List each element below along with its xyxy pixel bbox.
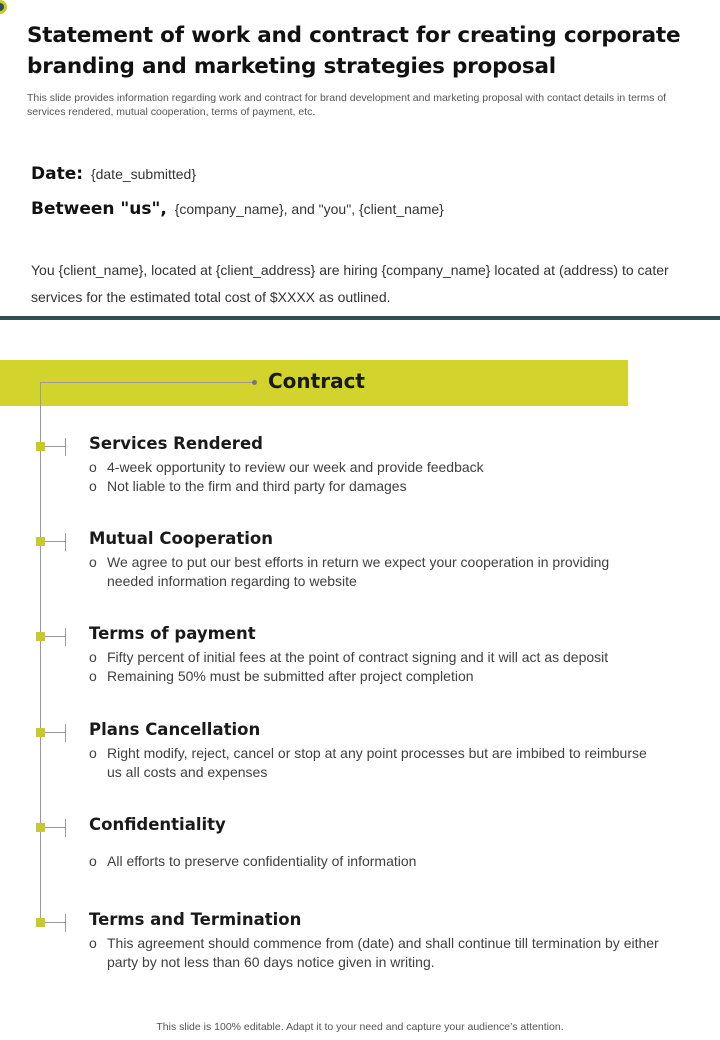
list-item: o Remaining 50% must be submitted after project completion	[89, 667, 659, 686]
page-subtitle: This slide provides information regarding work and contract for brand development and marketing proposal with contact details in terms of services rendered, mutual cooperation, terms of payment, etc.	[27, 92, 667, 118]
list-item: o 4-week opportunity to review our week and provide feedback	[89, 458, 659, 477]
section-list	[89, 553, 659, 591]
timeline-dot-icon	[252, 380, 257, 385]
corner-mark-icon	[0, 0, 7, 14]
marker-stem	[45, 446, 65, 447]
date-label: Date:	[31, 164, 84, 184]
section-marker-icon	[36, 632, 45, 641]
section-divider	[0, 316, 720, 320]
section-heading: Mutual Cooperation	[89, 529, 274, 548]
marker-tick	[65, 724, 66, 742]
section-heading: Plans Cancellation	[89, 720, 261, 739]
section-heading: Services Rendered	[89, 434, 263, 453]
section-marker-icon	[36, 728, 45, 737]
list-item: o We agree to put our best efforts in return we expect your cooperation in providing needed information regarding to website	[89, 553, 659, 591]
marker-stem	[45, 636, 65, 637]
list-item: o Fifty percent of initial fees at the point of contract signing and it will act as deposit	[89, 648, 659, 667]
timeline-line	[40, 383, 41, 920]
section-heading: Confidentiality	[89, 815, 226, 834]
page-title: Statement of work and contract for creating corporate branding and marketing strategies proposal	[27, 23, 681, 79]
timeline-connector	[40, 382, 254, 383]
date-value: {date_submitted}	[90, 166, 197, 182]
section-list	[89, 458, 659, 496]
intro-paragraph: You {client_name}, located at {client_address} are hiring {company_name} located at (address) to cater services for the estimated total cost of $XXXX as outlined.	[31, 262, 669, 305]
between-line	[31, 199, 444, 219]
marker-stem	[45, 827, 65, 828]
contract-title: Contract	[268, 369, 365, 393]
section-marker-icon	[36, 442, 45, 451]
marker-stem	[45, 922, 65, 923]
marker-tick	[65, 628, 66, 646]
marker-tick	[65, 819, 66, 837]
list-item: o Right modify, reject, cancel or stop at any point processes but are imbibed to reimburse us all costs and expenses	[89, 744, 659, 782]
footer-note: This slide is 100% editable. Adapt it to your need and capture your audience’s attention.	[156, 1021, 564, 1033]
section-marker-icon	[36, 823, 45, 832]
section-list	[89, 648, 659, 686]
marker-stem	[45, 541, 65, 542]
marker-tick	[65, 438, 66, 456]
section-marker-icon	[36, 537, 45, 546]
date-line	[31, 164, 196, 184]
marker-tick	[65, 914, 66, 932]
section-marker-icon	[36, 918, 45, 927]
list-item: o All efforts to preserve confidentiality of information	[89, 852, 659, 871]
between-label: Between "us",	[31, 199, 167, 219]
between-value: {company_name}, and "you", {client_name}	[174, 201, 444, 217]
list-item: o This agreement should commence from (date) and shall continue till termination by either party by not less than 60 days notice given in writing.	[89, 934, 659, 972]
section-heading: Terms of payment	[89, 624, 256, 643]
section-list	[89, 744, 659, 782]
marker-tick	[65, 533, 66, 551]
list-item: o Not liable to the firm and third party for damages	[89, 477, 659, 496]
section-list	[89, 852, 659, 871]
section-heading: Terms and Termination	[89, 910, 302, 929]
section-list	[89, 934, 659, 972]
marker-stem	[45, 732, 65, 733]
